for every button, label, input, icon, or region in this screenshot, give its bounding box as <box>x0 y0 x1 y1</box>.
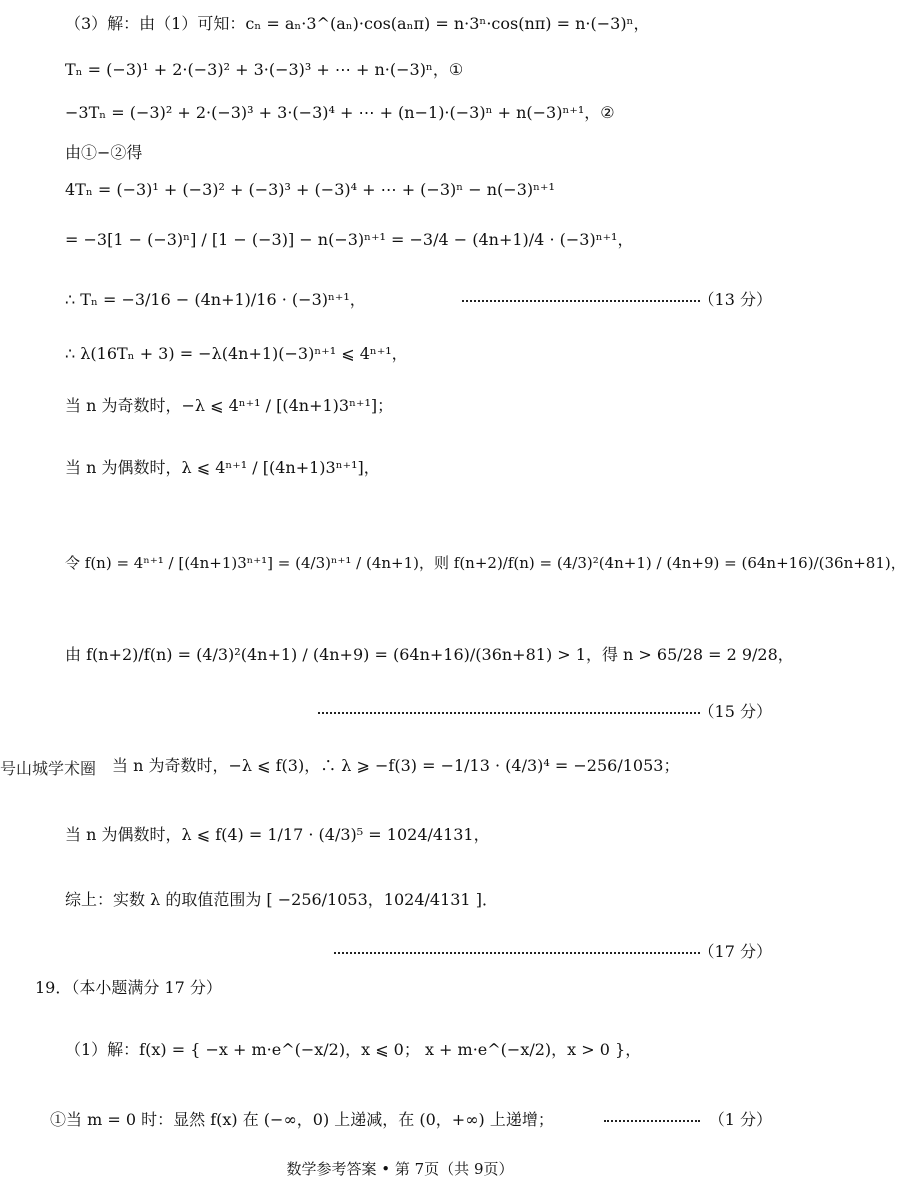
problem-19-heading: 19．（本小题满分 17 分） <box>35 978 222 997</box>
page-footer: 数学参考答案 • 第 7页（共 9页） <box>286 1160 514 1178</box>
line-4t-n: 4Tₙ = (−3)¹ + (−3)² + (−3)³ + (−3)⁴ + ⋯ + (−3)ⁿ − n(−3)ⁿ⁺¹ <box>65 180 555 199</box>
line-piecewise-f: （1）解：f(x) = { −x + m·e^(−x/2)，x ⩽ 0； x + m·e^(−x/2)，x > 0 }， <box>65 1040 642 1059</box>
score-leader-dots <box>318 712 700 714</box>
score-1: （1 分） <box>708 1110 772 1129</box>
line-define-f: 令 f(n) = 4ⁿ⁺¹ / [(4n+1)3ⁿ⁺¹] = (4/3)ⁿ⁺¹ / (4n+1)，则 f(n+2)/f(n) = (4/3)²(4n+1) / (4n+9) = (64n+16)/(36n+81)， <box>65 554 906 572</box>
line-neg3-t-n: −3Tₙ = (−3)² + 2·(−3)³ + 3·(−3)⁴ + ⋯ + (n−1)·(−3)ⁿ + n(−3)ⁿ⁺¹，② <box>65 103 615 122</box>
line-odd-f3: 当 n 为奇数时，−λ ⩽ f(3)，∴ λ ⩾ −f(3) = −1/13 · (4/3)⁴ = −256/1053； <box>112 756 680 775</box>
score-15: （15 分） <box>698 702 772 721</box>
score-leader-dots <box>462 300 700 302</box>
line-conclusion: 综上：实数 λ 的取值范围为 [ −256/1053，1024/4131 ]． <box>65 890 498 909</box>
line-ratio: 由 f(n+2)/f(n) = (4/3)²(4n+1) / (4n+9) = (64n+16)/(36n+81) > 1，得 n > 65/28 = 2 9/28， <box>65 645 794 664</box>
line-t-n: Tₙ = (−3)¹ + 2·(−3)² + 3·(−3)³ + ⋯ + n·(−3)ⁿ，① <box>65 60 464 79</box>
score-leader-dots <box>604 1120 700 1122</box>
line-c-n: （3）解：由（1）可知：cₙ = aₙ·3^(aₙ)·cos(aₙπ) = n·3ⁿ·cos(nπ) = n·(−3)ⁿ， <box>65 14 650 33</box>
line-even-case: 当 n 为偶数时，λ ⩽ 4ⁿ⁺¹ / [(4n+1)3ⁿ⁺¹]， <box>65 458 380 477</box>
line-odd-case: 当 n 为奇数时，−λ ⩽ 4ⁿ⁺¹ / [(4n+1)3ⁿ⁺¹]； <box>65 396 394 415</box>
score-leader-dots <box>334 952 700 954</box>
line-subtract: 由①−②得 <box>65 143 143 162</box>
line-4t-n-simplified: = −3[1 − (−3)ⁿ] / [1 − (−3)] − n(−3)ⁿ⁺¹ = −3/4 − (4n+1)/4 · (−3)ⁿ⁺¹， <box>65 230 634 249</box>
score-13: （13 分） <box>698 290 772 309</box>
line-m-zero-case: ①当 m = 0 时：显然 f(x) 在 (−∞，0) 上递减，在 (0，+∞) 上递增； <box>50 1110 554 1129</box>
line-t-n-result: ∴ Tₙ = −3/16 − (4n+1)/16 · (−3)ⁿ⁺¹， <box>65 290 366 309</box>
line-lambda-inequality: ∴ λ(16Tₙ + 3) = −λ(4n+1)(−3)ⁿ⁺¹ ⩽ 4ⁿ⁺¹， <box>65 344 408 363</box>
score-17: （17 分） <box>698 942 772 961</box>
watermark: 号山城学术圈 <box>0 759 97 778</box>
line-even-f4: 当 n 为偶数时，λ ⩽ f(4) = 1/17 · (4/3)⁵ = 1024/4131， <box>65 825 490 844</box>
